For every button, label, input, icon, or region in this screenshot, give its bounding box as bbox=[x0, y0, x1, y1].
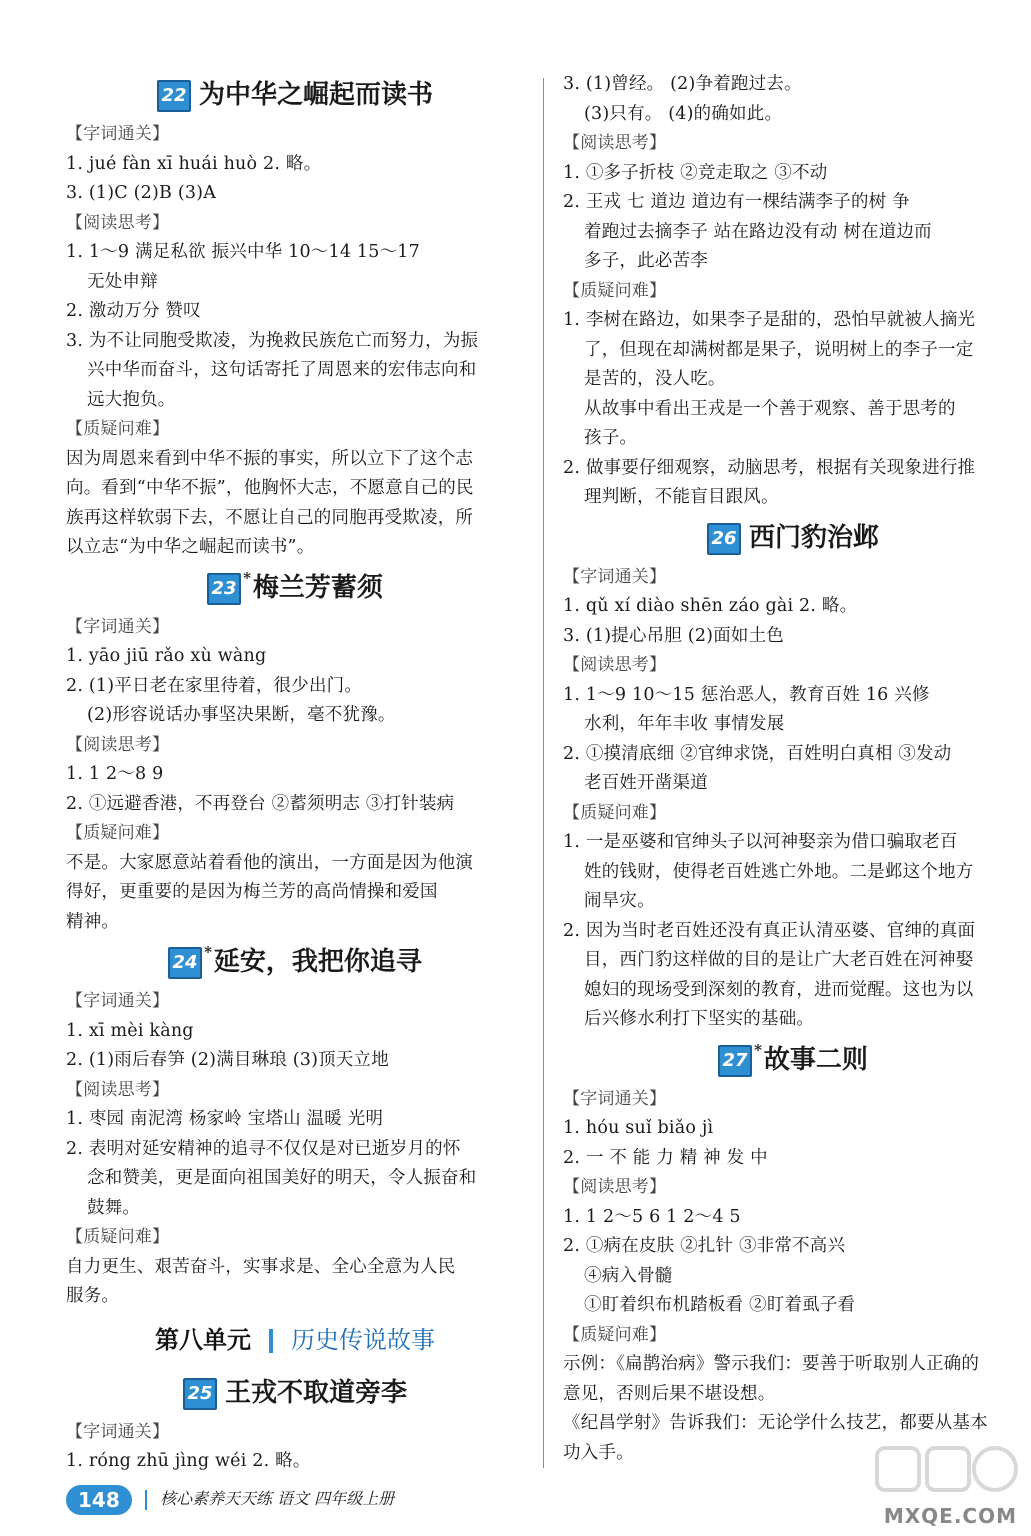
answer-line: 1. 枣园 南泥湾 杨家岭 宝塔山 温暖 光明 bbox=[66, 1109, 384, 1129]
answer-line: 精神。 bbox=[66, 911, 120, 932]
lesson-number-badge: 27 bbox=[718, 1045, 752, 1077]
answer-line: 服务。 bbox=[66, 1286, 120, 1306]
lesson-title-text: 梅兰芳蓄须 bbox=[252, 572, 383, 603]
answer-line: 2. (1)平日老在家里待着，很少出门。 bbox=[66, 675, 363, 696]
section-tag: 【字词通关】 bbox=[66, 616, 170, 637]
section-tag: 【质疑问难】 bbox=[563, 802, 667, 823]
answer-line: 兴中华而奋斗，这句话寄托了周恩来的宏伟志向和 bbox=[87, 360, 477, 380]
answer-line: 无处申辩 bbox=[87, 271, 158, 292]
answer-line: 自力更生、艰苦奋斗，实事求是、全心全意为人民 bbox=[66, 1256, 456, 1277]
answer-line: 从故事中看出王戎是一个善于观察、善于思考的 bbox=[584, 398, 956, 419]
section-tag: 【字词通关】 bbox=[66, 991, 170, 1011]
answer-line: 3. (1)曾经。 (2)争着跑过去。 bbox=[563, 74, 802, 94]
section-tag: 【阅读思考】 bbox=[563, 1177, 667, 1197]
answer-line: 意见，否则后果不堪设想。 bbox=[563, 1383, 776, 1404]
lesson-title bbox=[563, 513, 1023, 563]
lesson-title-text: 王戎不取道旁李 bbox=[224, 1377, 407, 1408]
watermark-text: MXQE.COM bbox=[883, 1504, 1017, 1528]
section-tag: 【字词通关】 bbox=[66, 124, 170, 144]
answer-line: 是苦的，没人吃。 bbox=[584, 369, 726, 389]
section-tag: 【质疑问难】 bbox=[563, 280, 667, 301]
answer-line: 2. (1)雨后春笋 (2)满目琳琅 (3)顶天立地 bbox=[66, 1050, 389, 1070]
answer-line: 1. 一是巫婆和官绅头子以河神娶亲为借口骗取老百 bbox=[563, 832, 958, 852]
right-column bbox=[563, 70, 1023, 1468]
optional-lesson-mark: * bbox=[243, 568, 251, 587]
book-title: 核心素养天天练 语文 四年级上册 bbox=[159, 1489, 395, 1508]
answer-line: 1. 1 2～8 9 bbox=[66, 764, 164, 784]
answer-line: 水利，年年丰收 事情发展 bbox=[584, 714, 785, 734]
answer-line: 示例：《扁鹊治病》警示我们：要善于听取别人正确的 bbox=[563, 1354, 980, 1374]
answer-line: 向。看到“中华不振”，他胸怀大志，不愿意自己的民 bbox=[66, 478, 474, 498]
lesson-title-text: 故事二则 bbox=[763, 1044, 868, 1075]
answer-line: 后兴修水利打下坚实的基础。 bbox=[584, 1009, 815, 1029]
lesson-title bbox=[66, 70, 524, 120]
lesson-number-badge: 23 bbox=[207, 573, 241, 605]
section-tag: 【阅读思考】 bbox=[66, 734, 170, 755]
answer-line: 目，西门豹这样做的目的是让广大老百姓在河神娶 bbox=[584, 950, 974, 970]
answer-line: 1. ①多子折枝 ②竞走取之 ③不动 bbox=[563, 162, 828, 183]
section-tag: 【字词通关】 bbox=[563, 566, 667, 587]
answer-line: 功入手。 bbox=[563, 1442, 634, 1463]
lesson-number-badge: 22 bbox=[157, 80, 191, 112]
section-tag: 【阅读思考】 bbox=[563, 655, 667, 675]
optional-lesson-mark: * bbox=[204, 943, 212, 961]
answer-line: 不是。大家愿意站着看他的演出，一方面是因为他演 bbox=[66, 852, 474, 873]
answer-line: 1. 1 2～5 6 1 2～4 5 bbox=[563, 1206, 741, 1227]
section-tag: 【质疑问难】 bbox=[66, 1227, 170, 1247]
answer-line: (3)只有。 (4)的确如此。 bbox=[584, 103, 783, 124]
page-footer bbox=[66, 1482, 394, 1516]
answer-line: 远大抱负。 bbox=[87, 389, 176, 410]
lesson-title-text: 延安，我把你追寻 bbox=[213, 947, 422, 977]
answer-line: 多子，此必苦李 bbox=[584, 251, 708, 271]
answer-line: 鼓舞。 bbox=[87, 1197, 141, 1218]
lesson-title-text: 为中华之崛起而读书 bbox=[198, 80, 433, 110]
answer-line: 1. róng zhū jìng wéi 2. 略。 bbox=[66, 1451, 311, 1471]
answer-line: 2. ①病在皮肤 ②扎针 ③非常不高兴 bbox=[563, 1236, 846, 1256]
lesson-title bbox=[66, 937, 524, 987]
section-tag: 【阅读思考】 bbox=[66, 212, 170, 233]
answer-line: 族再这样软弱下去，不愿让自己的同胞再受欺凌，所 bbox=[66, 507, 474, 528]
answer-line: 媳妇的现场受到深刻的教育，进而觉醒。这也为以 bbox=[584, 979, 974, 1000]
answer-line: 得好，更重要的是因为梅兰芳的高尚情操和爱国 bbox=[66, 882, 438, 902]
answer-line: 3. (1)提心吊胆 (2)面如土色 bbox=[563, 625, 784, 646]
answer-line: 2. ①远避香港，不再登台 ②蓄须明志 ③打针装病 bbox=[66, 793, 455, 814]
section-tag: 【质疑问难】 bbox=[66, 419, 170, 439]
answer-line: 1. xī mèi kàng bbox=[66, 1020, 194, 1041]
section-tag: 【质疑问难】 bbox=[66, 823, 170, 843]
section-tag: 【质疑问难】 bbox=[563, 1324, 667, 1345]
lesson-title bbox=[66, 1368, 524, 1418]
footer-divider bbox=[145, 1490, 147, 1510]
answer-line: 1. yāo jiū rǎo xù wàng bbox=[66, 646, 267, 666]
unit-header bbox=[66, 1312, 524, 1368]
answer-line: 闹旱灾。 bbox=[584, 891, 655, 911]
answer-line: ①盯着织布机踏板看 ②盯着虱子看 bbox=[584, 1295, 856, 1315]
section-tag: 【字词通关】 bbox=[66, 1421, 170, 1442]
answer-line: 1. 1～9 满足私欲 振兴中华 10～14 15～17 bbox=[66, 242, 420, 262]
lesson-number-badge: 24 bbox=[168, 947, 202, 979]
optional-lesson-mark: * bbox=[754, 1040, 762, 1059]
lesson-number-badge: 26 bbox=[707, 523, 741, 555]
answer-line: 2. 激动万分 赞叹 bbox=[66, 301, 201, 321]
answer-line: 孩子。 bbox=[584, 428, 638, 448]
page-number: 148 bbox=[66, 1485, 132, 1515]
answer-line: 2. 因为当时老百姓还没有真正认清巫婆、官绅的真面 bbox=[563, 920, 976, 941]
lesson-number-badge: 25 bbox=[183, 1378, 217, 1410]
answer-line: 3. (1)C (2)B (3)A bbox=[66, 183, 217, 203]
section-tag: 【阅读思考】 bbox=[563, 133, 667, 153]
answer-line: 2. 王戎 七 道边 道边有一棵结满李子的树 争 bbox=[563, 192, 910, 212]
unit-number: 第八单元 bbox=[155, 1325, 251, 1354]
unit-theme: 历史传说故事 bbox=[291, 1325, 435, 1354]
answer-line: (2)形容说话办事坚决果断，毫不犹豫。 bbox=[87, 705, 396, 725]
answer-line: 姓的钱财，使得老百姓逃亡外地。二是邺这个地方 bbox=[584, 861, 974, 882]
section-tag: 【阅读思考】 bbox=[66, 1079, 170, 1100]
answer-line: 念和赞美，更是面向祖国美好的明天，令人振奋和 bbox=[87, 1168, 477, 1188]
lesson-title-text: 西门豹治邺 bbox=[748, 522, 879, 553]
answer-line: 2. 做事要仔细观察，动脑思考，根据有关现象进行推 bbox=[563, 457, 976, 478]
answer-line: 因为周恩来看到中华不振的事实，所以立下了这个志 bbox=[66, 448, 474, 469]
unit-divider bbox=[269, 1329, 273, 1353]
answer-line: 2. ①摸清底细 ②官绅求饶，百姓明白真相 ③发动 bbox=[563, 743, 952, 764]
answer-line: 理判断，不能盲目跟风。 bbox=[584, 487, 779, 507]
answer-line: 以立志“为中华之崛起而读书”。 bbox=[66, 537, 315, 557]
column-divider bbox=[543, 78, 544, 1468]
answer-line: 1. 李树在路边，如果李子是甜的，恐怕早就被人摘光 bbox=[563, 310, 976, 330]
left-column bbox=[66, 70, 524, 1477]
answer-line: 2. 表明对延安精神的追寻不仅仅是对已逝岁月的怀 bbox=[66, 1138, 461, 1159]
answer-line: 着跑过去摘李子 站在路边没有动 树在道边而 bbox=[584, 221, 932, 242]
lesson-title bbox=[66, 563, 524, 613]
answer-line: 1. 1～9 10～15 惩治恶人，教育百姓 16 兴修 bbox=[563, 684, 930, 705]
answer-line: 老百姓开凿渠道 bbox=[584, 773, 708, 793]
lesson-title bbox=[563, 1035, 1023, 1085]
answer-line: 1. jué fàn xī huái huò 2. 略。 bbox=[66, 153, 322, 174]
answer-line: 1. hóu suǐ biǎo jì bbox=[563, 1118, 714, 1138]
answer-line: 了，但现在却满树都是果子，说明树上的李子一定 bbox=[584, 339, 974, 360]
answer-line: 《纪昌学射》告诉我们：无论学什么技艺，都要从基本 bbox=[563, 1413, 988, 1433]
answer-line: 2. 一 不 能 力 精 神 发 中 bbox=[563, 1147, 768, 1168]
answer-line: 1. qǔ xí diào shēn záo gài 2. 略。 bbox=[563, 596, 858, 616]
answer-line: 3. 为不让同胞受欺凌，为挽救民族危亡而努力，为振 bbox=[66, 330, 479, 351]
section-tag: 【字词通关】 bbox=[563, 1088, 667, 1109]
answer-line: ④病入骨髓 bbox=[584, 1265, 673, 1286]
